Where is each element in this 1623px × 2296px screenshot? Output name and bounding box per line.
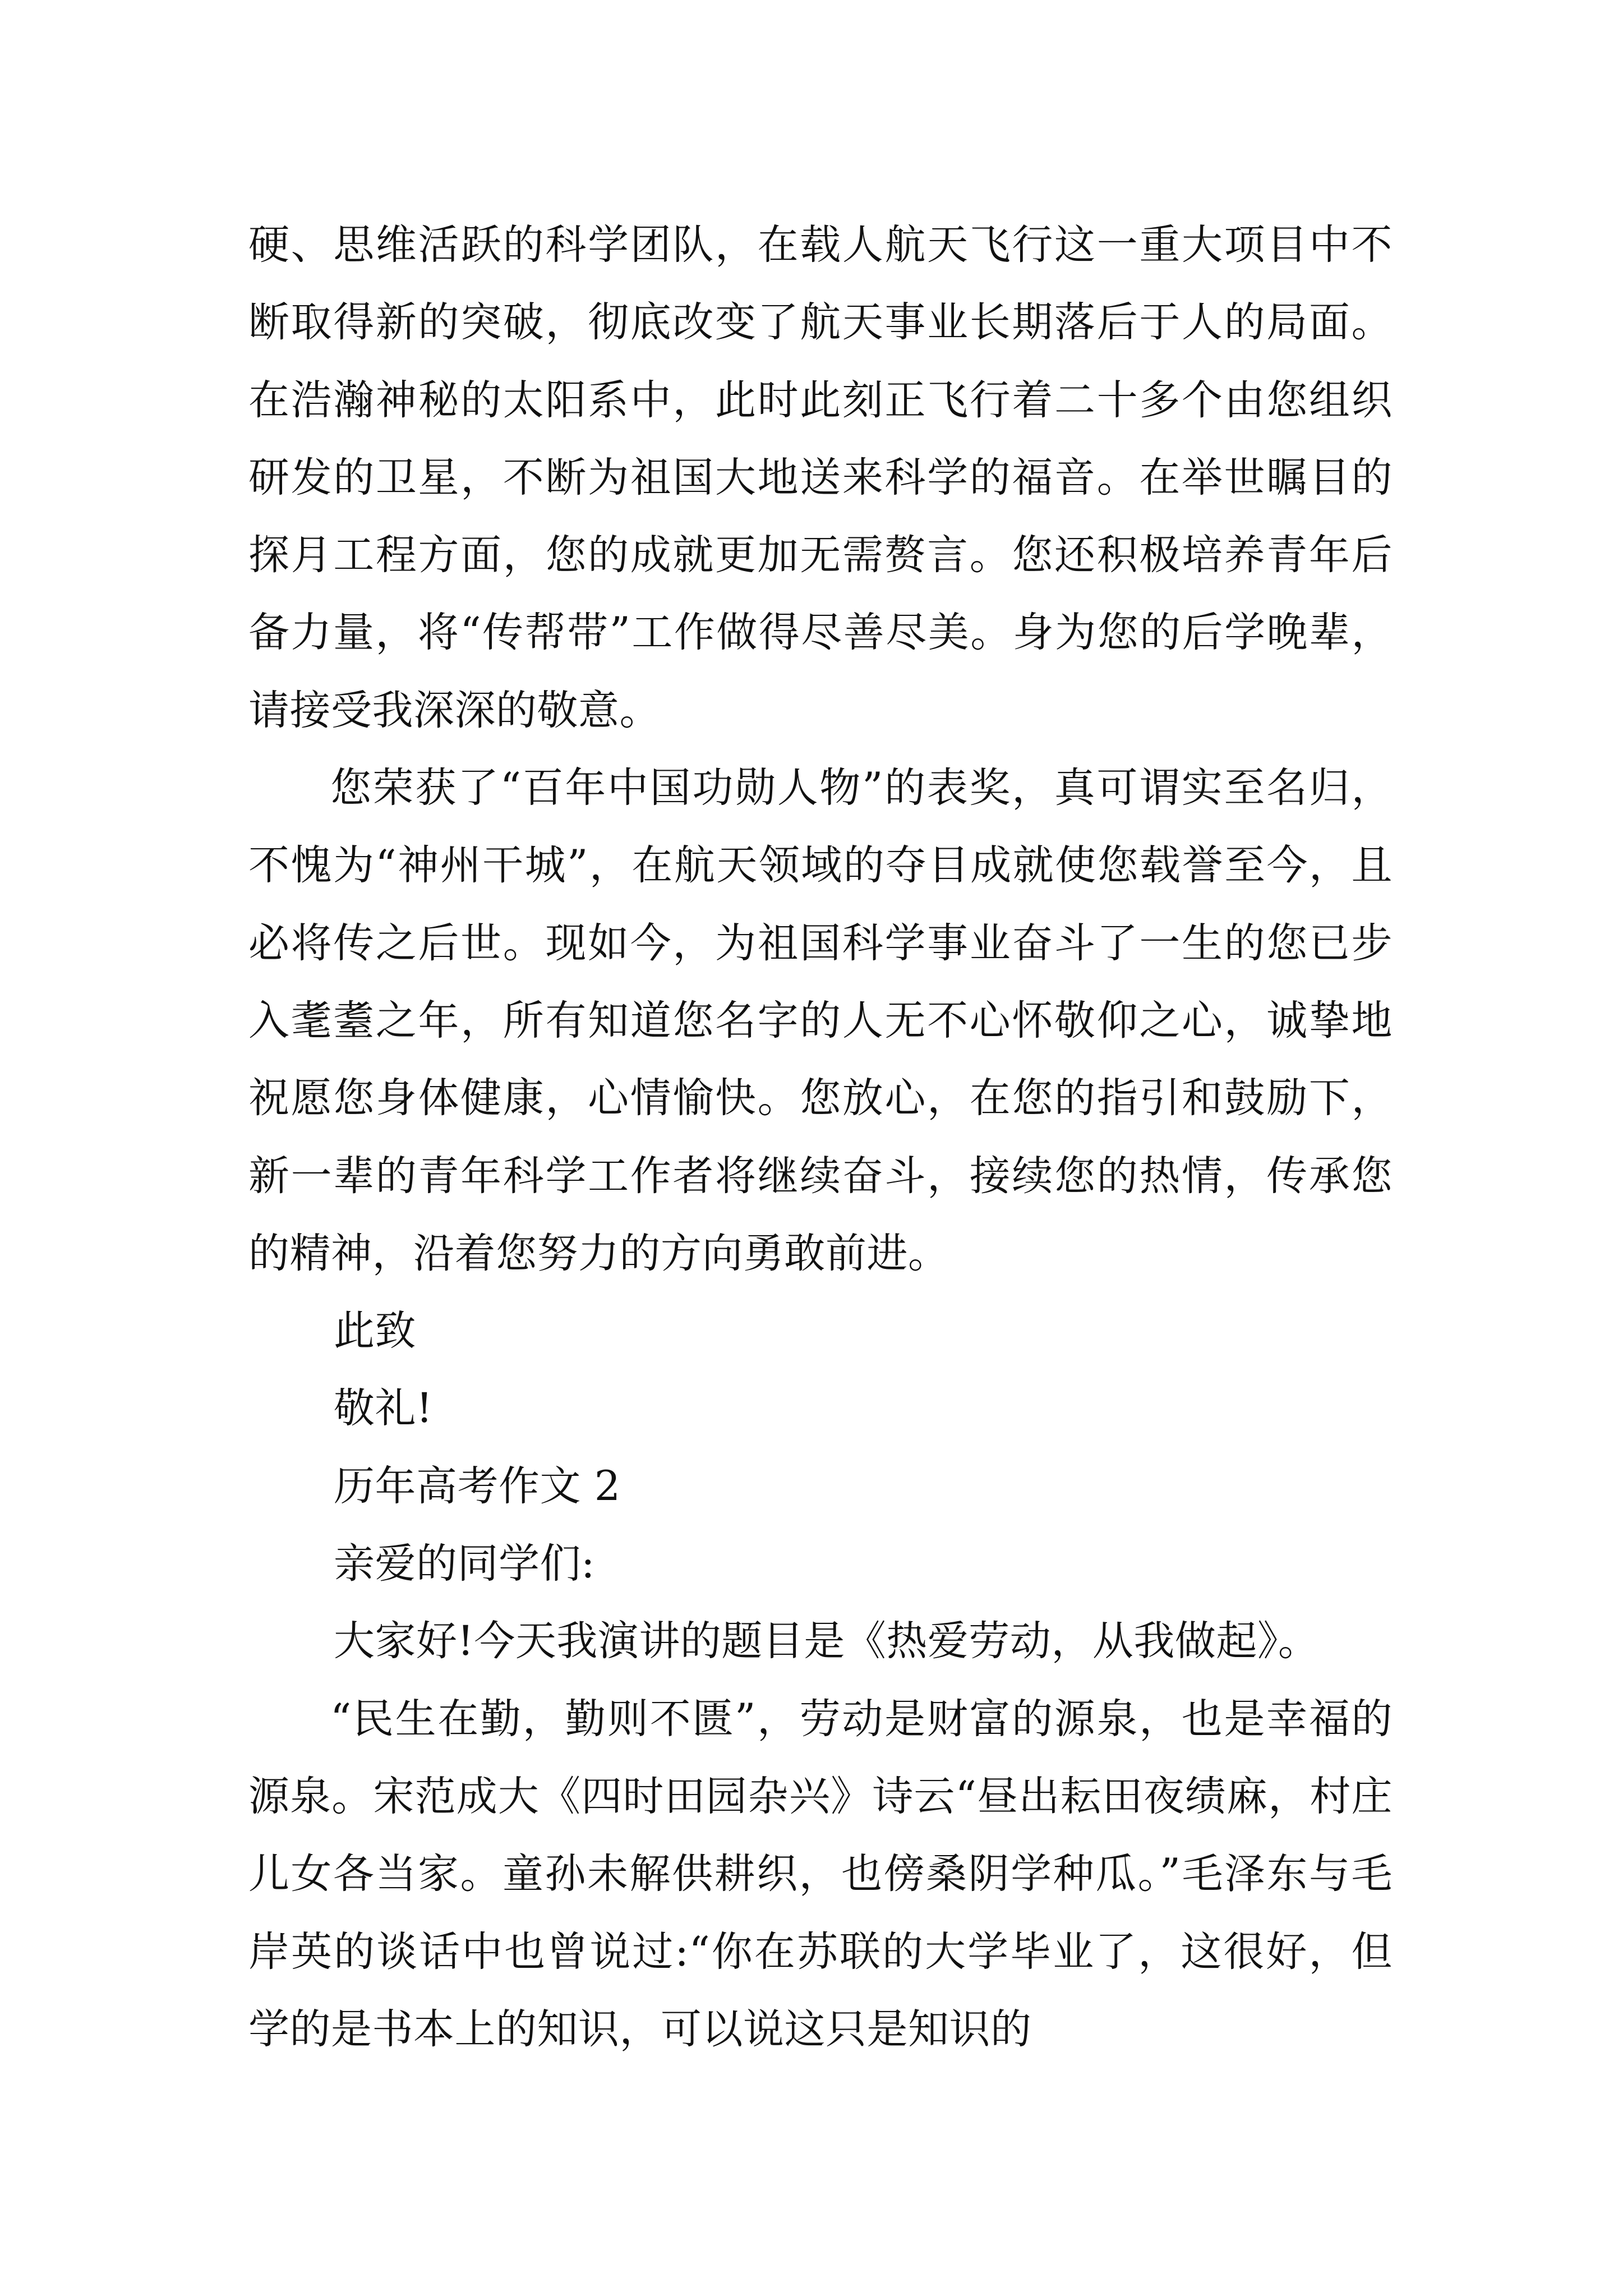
speech-greeting: 亲爱的同学们:: [334, 1540, 596, 1588]
closing-salutation: 此致: [334, 1307, 416, 1355]
speech-opening: 大家好!今天我演讲的题目是《热爱劳动，从我做起》。: [334, 1617, 1320, 1665]
section-heading: 历年高考作文 2: [334, 1462, 621, 1510]
document-body: [248, 206, 1393, 2068]
paragraph-continued: 硬、思维活跃的科学团队，在载人航天飞行这一重大项目中不断取得新的突破，彻底改变了航天事业长期落后于人的局面。在浩瀚神秘的太阳系中，此时此刻正飞行着二十多个由您组织研发的卫星，不断为祖国大地送来科学的福音。在举世瞩目的探月工程方面，您的成就更加无需赘言。您还积极培养青年后备力量，将“传帮带”工作做得尽善尽美。身为您的后学晚辈，请接受我深深的敬意。: [248, 221, 1393, 734]
paragraph-award: 您荣获了“百年中国功勋人物”的表奖，真可谓实至名归，不愧为“神州干城”，在航天领域的夺目成就使您载誉至今，且必将传之后世。现如今，为祖国科学事业奋斗了一生的您已步入耄耋之年，所有知道您名字的人无不心怀敬仰之心，诚挚地祝愿您身体健康，心情愉快。您放心，在您的指引和鼓励下，新一辈的青年科学工作者将继续奋斗，接续您的热情，传承您的精神，沿着您努力的方向勇敢前进。: [248, 764, 1393, 1277]
closing-regards: 敬礼!: [334, 1384, 433, 1433]
paragraph-labor: “民生在勤，勤则不匮”，劳动是财富的源泉，也是幸福的源泉。宋范成大《四时田园杂兴》诗云“昼出耘田夜绩麻，村庄儿女各当家。童孙未解供耕织，也傍桑阴学种瓜。”毛泽东与毛岸英的谈话中也曾说过:“你在苏联的大学毕业了，这很好，但学的是书本上的知识，可以说这只是知识的: [248, 1695, 1393, 2053]
